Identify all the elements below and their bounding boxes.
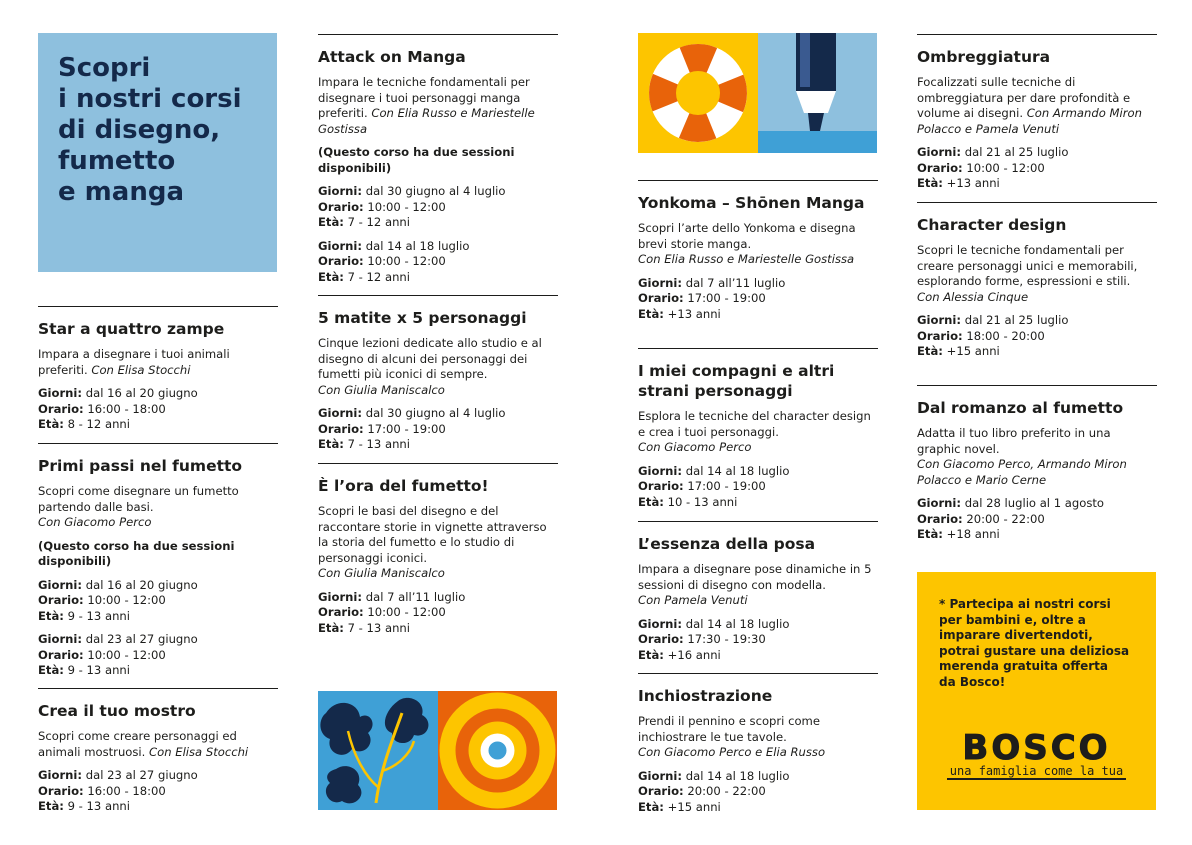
course-title: Attack on Manga: [318, 48, 466, 66]
course-desc: Esplora le tecniche del character design e crea i tuoi personaggi. Con Giacomo Perco: [638, 409, 871, 454]
course-character: [917, 202, 1157, 360]
hero-box: [38, 33, 277, 272]
course-mostro: [38, 688, 278, 815]
course-title: Ombreggiatura: [917, 48, 1051, 66]
course-inchiostrazione: [638, 673, 878, 815]
course-note: (Questo corso ha due sessioni disponibili): [318, 145, 515, 175]
course-desc: Scopri l’arte dello Yonkoma e disegna brevi storie manga. Con Elia Russo e Mariestelle Gostissa: [638, 221, 856, 266]
course-desc: Prendi il pennino e scopri come inchiostrare le tue tavole. Con Giacomo Perco e Elia Russo: [638, 714, 826, 759]
course-title: I miei compagni e altri strani personaggi: [638, 362, 835, 400]
course-schedule: Giorni: dal 14 al 18 luglio Orario: 10:00 - 12:00 Età: 7 - 12 anni: [318, 238, 470, 284]
course-desc: Scopri come disegnare un fumetto partendo dalle basi. Con Giacomo Perco: [38, 484, 239, 529]
course-ora: [318, 463, 558, 636]
course-desc: Impara a disegnare pose dinamiche in 5 sessioni di disegno con modella. Con Pamela Venuti: [638, 562, 872, 607]
course-schedule: Giorni: dal 16 al 20 giugno Orario: 10:00 - 12:00 Età: 9 - 13 anni: [38, 577, 198, 623]
course-title: 5 matite x 5 personaggi: [318, 309, 527, 327]
course-schedule: Giorni: dal 14 al 18 luglio Orario: 20:00 - 22:00 Età: +15 anni: [638, 768, 790, 814]
course-title: Yonkoma – Shōnen Manga: [638, 194, 865, 212]
course-schedule: Giorni: dal 23 al 27 giugno Orario: 16:00 - 18:00 Età: 9 - 13 anni: [38, 768, 198, 813]
lifebuoy-marker-illustration: [638, 33, 877, 153]
hero-title: Scopri i nostri corsi di disegno, fumetto e manga: [58, 53, 242, 207]
course-title: Inchiostrazione: [638, 687, 773, 705]
course-schedule: Giorni: dal 28 luglio al 1 agosto Orario: 20:00 - 22:00 Età: +18 anni: [917, 496, 1105, 541]
course-title: È l’ora del fumetto!: [318, 477, 489, 495]
course-schedule: Giorni: dal 21 al 25 luglio Orario: 18:00 - 20:00 Età: +15 anni: [917, 313, 1069, 358]
course-schedule: Giorni: dal 23 al 27 giugno Orario: 10:00 - 12:00 Età: 9 - 13 anni: [38, 632, 198, 677]
course-title: Dal romanzo al fumetto: [917, 399, 1124, 417]
course-desc: Impara le tecniche fondamentali per disegnare i tuoi personaggi manga preferiti. Con Elia Russo e Mariestelle Gostissa: [318, 75, 535, 136]
course-schedule: Giorni: dal 21 al 25 luglio Orario: 10:00 - 12:00 Età: +13 anni: [917, 145, 1069, 190]
brand-tagline: una famiglia come la tua: [947, 764, 1126, 780]
course-attack: [318, 34, 558, 285]
course-compagni: [638, 348, 878, 510]
course-title: L’essenza della posa: [638, 535, 816, 553]
course-matite: [318, 295, 558, 453]
course-posa: [638, 521, 878, 663]
course-schedule: Giorni: dal 7 all’11 luglio Orario: 10:00 - 12:00 Età: 7 - 13 anni: [318, 589, 466, 635]
course-schedule: Giorni: dal 7 all’11 luglio Orario: 17:00 - 19:00 Età: +13 anni: [638, 275, 786, 321]
course-schedule: Giorni: dal 14 al 18 luglio Orario: 17:00 - 19:00 Età: 10 - 13 anni: [638, 463, 790, 509]
course-schedule: Giorni: dal 30 giugno al 4 luglio Orario: 17:00 - 19:00 Età: 7 - 13 anni: [318, 406, 506, 451]
course-desc: Adatta il tuo libro preferito in una graphic novel. Con Giacomo Perco, Armando Miron Polacco e Mario Cerne: [917, 426, 1127, 487]
leaves-target-illustration: [318, 691, 557, 810]
course-desc: Cinque lezioni dedicate allo studio e al disegno di alcuni dei personaggi dei fumetti più iconici di sempre. Con Giulia Maniscalco: [318, 336, 542, 397]
course-title: Crea il tuo mostro: [38, 702, 196, 720]
course-title: Character design: [917, 216, 1067, 234]
course-schedule: Giorni: dal 16 al 20 giugno Orario: 16:00 - 18:00 Età: 8 - 12 anni: [38, 386, 198, 431]
course-schedule: Giorni: dal 14 al 18 luglio Orario: 17:30 - 19:30 Età: +16 anni: [638, 616, 790, 662]
course-star: [38, 306, 278, 433]
bosco-logo: [939, 730, 1134, 780]
course-title: Star a quattro zampe: [38, 320, 225, 338]
promo-box: [917, 572, 1156, 810]
course-desc: Scopri le tecniche fondamentali per creare personaggi unici e memorabili, esplorando forme, espressioni e stili. Con Alessia Cinque: [917, 243, 1138, 304]
course-title: Primi passi nel fumetto: [38, 457, 243, 475]
course-desc: Scopri le basi del disegno e del raccontare storie in vignette attraverso la storia del fumetto e lo studio di personaggi iconici. Con Giulia Maniscalco: [318, 504, 547, 580]
brand-name: BOSCO: [962, 728, 1111, 768]
course-desc: Scopri come creare personaggi ed animali mostruosi. Con Elisa Stocchi: [38, 729, 249, 759]
promo-text: * Partecipa ai nostri corsi per bambini e, oltre a imparare divertendoti, potrai gustare una deliziosa merenda gratuita offerta da Bosco!: [939, 597, 1130, 689]
course-schedule: Giorni: dal 30 giugno al 4 luglio Orario: 10:00 - 12:00 Età: 7 - 12 anni: [318, 184, 506, 229]
course-note: (Questo corso ha due sessioni disponibili): [38, 538, 235, 568]
course-ombreggiatura: [917, 34, 1157, 192]
course-yonkoma: [638, 180, 878, 322]
course-desc: Impara a disegnare i tuoi animali preferiti. Con Elisa Stocchi: [38, 347, 230, 377]
course-romanzo: [917, 385, 1157, 543]
course-desc: Focalizzati sulle tecniche di ombreggiatura per dare profondità e volume ai disegni. Con Armando Miron Polacco e Pamela Venuti: [917, 75, 1142, 136]
course-primi: [38, 443, 278, 679]
